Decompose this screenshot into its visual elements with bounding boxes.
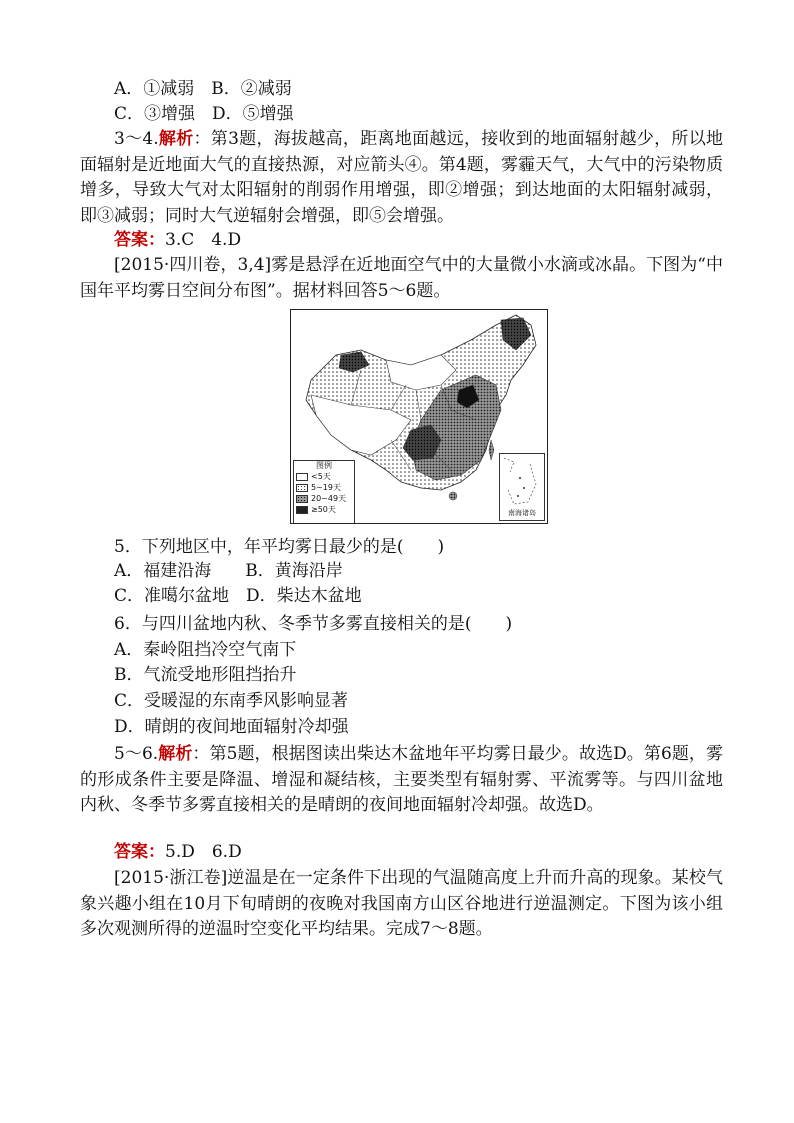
answer-label: 答案：: [114, 230, 165, 250]
china-fog-map: [290, 309, 548, 524]
answer-value: 5.D 6.D: [165, 842, 242, 862]
question-6: 6．与四川盆地内秋、冬季节多雾直接相关的是( ): [114, 614, 513, 634]
legend-label: <5天: [311, 472, 331, 481]
legend-item: [296, 472, 352, 482]
answer-5-6: [114, 841, 242, 863]
legend-item: [296, 505, 352, 515]
answer-3-4: [114, 229, 241, 251]
explanation-3-4: [80, 127, 723, 229]
hainan-island: [449, 492, 457, 500]
legend-label: ≥50天: [311, 505, 336, 514]
legend-swatch: [296, 473, 308, 481]
intro-7-8: [2015·浙江卷]逆温是在一定条件下出现的气温随高度上升而升高的现象。某校气象兴趣小组在10月下旬晴朗的夜晚对我国南方山区谷地进行逆温测定。下图为该小组多次观测所得的逆温时空变化平均结果。完成7～8题。: [80, 868, 723, 939]
option-line-cd: C．③增强 D．⑤增强: [114, 104, 294, 124]
legend-label: 20~49天: [311, 494, 347, 503]
question-5: 5．下列地区中，年平均雾日最少的是( ): [114, 537, 445, 557]
legend-item: [296, 483, 352, 493]
legend-swatch: [296, 506, 308, 514]
intro-5-6: [2015·四川卷，3,4]雾是悬浮在近地面空气中的大量微小水滴或冰晶。下图为“中国年平均雾日空间分布图”。据材料回答5～6题。: [80, 255, 723, 301]
question-5-options-cd: C．准噶尔盆地 D．柴达木盆地: [114, 586, 362, 606]
explanation-label: 解析: [158, 744, 193, 764]
taiwan-island: [489, 440, 494, 460]
question-6-option-b: B．气流受地形阻挡抬升: [114, 665, 297, 685]
explanation-label: 解析: [158, 129, 194, 149]
explanation-body: ：第5题，根据图读出柴达木盆地年平均雾日最少。故选D。第6题，雾的形成条件主要是降温、增湿和凝结核，主要类型有辐射雾、平流雾等。与四川盆地内秋、冬季节多雾直接相关的是晴朗的夜间地面辐射冷却强。故选D。: [80, 744, 723, 815]
legend-swatch: [296, 484, 308, 492]
question-6-option-a: A．秦岭阻挡冷空气南下: [114, 640, 297, 660]
legend-swatch: [296, 495, 308, 503]
legend-label: 5~19天: [311, 483, 341, 492]
answer-value: 3.C 4.D: [165, 230, 242, 250]
explanation-body: ：第3题，海拔越高，距离地面越远，接收到的地面辐射越少，所以地面辐射是近地面大气的直接热源，对应箭头④。第4题，雾霾天气，大气中的污染物质增多，导致大气对太阳辐射的削弱作用增强，即②增强；到达地面的太阳辐射减弱，即③减弱；同时大气逆辐射会增强，即⑤会增强。: [80, 129, 723, 226]
explanation-prefix: 3～4.: [114, 129, 159, 149]
south-china-sea-inset: [499, 453, 545, 521]
option-line-ab: A．①减弱 B．②减弱: [114, 79, 292, 99]
inset-islands: [500, 454, 544, 510]
map-legend: [293, 460, 355, 524]
answer-label: 答案：: [114, 842, 165, 862]
legend-title: 图例: [316, 461, 332, 470]
question-6-option-c: C．受暖湿的东南季风影响显著: [114, 691, 349, 711]
legend-item: [296, 494, 352, 504]
explanation-5-6: [80, 742, 723, 819]
inset-label: 南海诸岛: [508, 509, 536, 517]
explanation-prefix: 5～6.: [114, 744, 159, 764]
question-6-option-d: D．晴朗的夜间地面辐射冷却强: [114, 717, 349, 737]
question-5-options-ab: A．福建沿海 B．黄海沿岸: [114, 561, 343, 581]
